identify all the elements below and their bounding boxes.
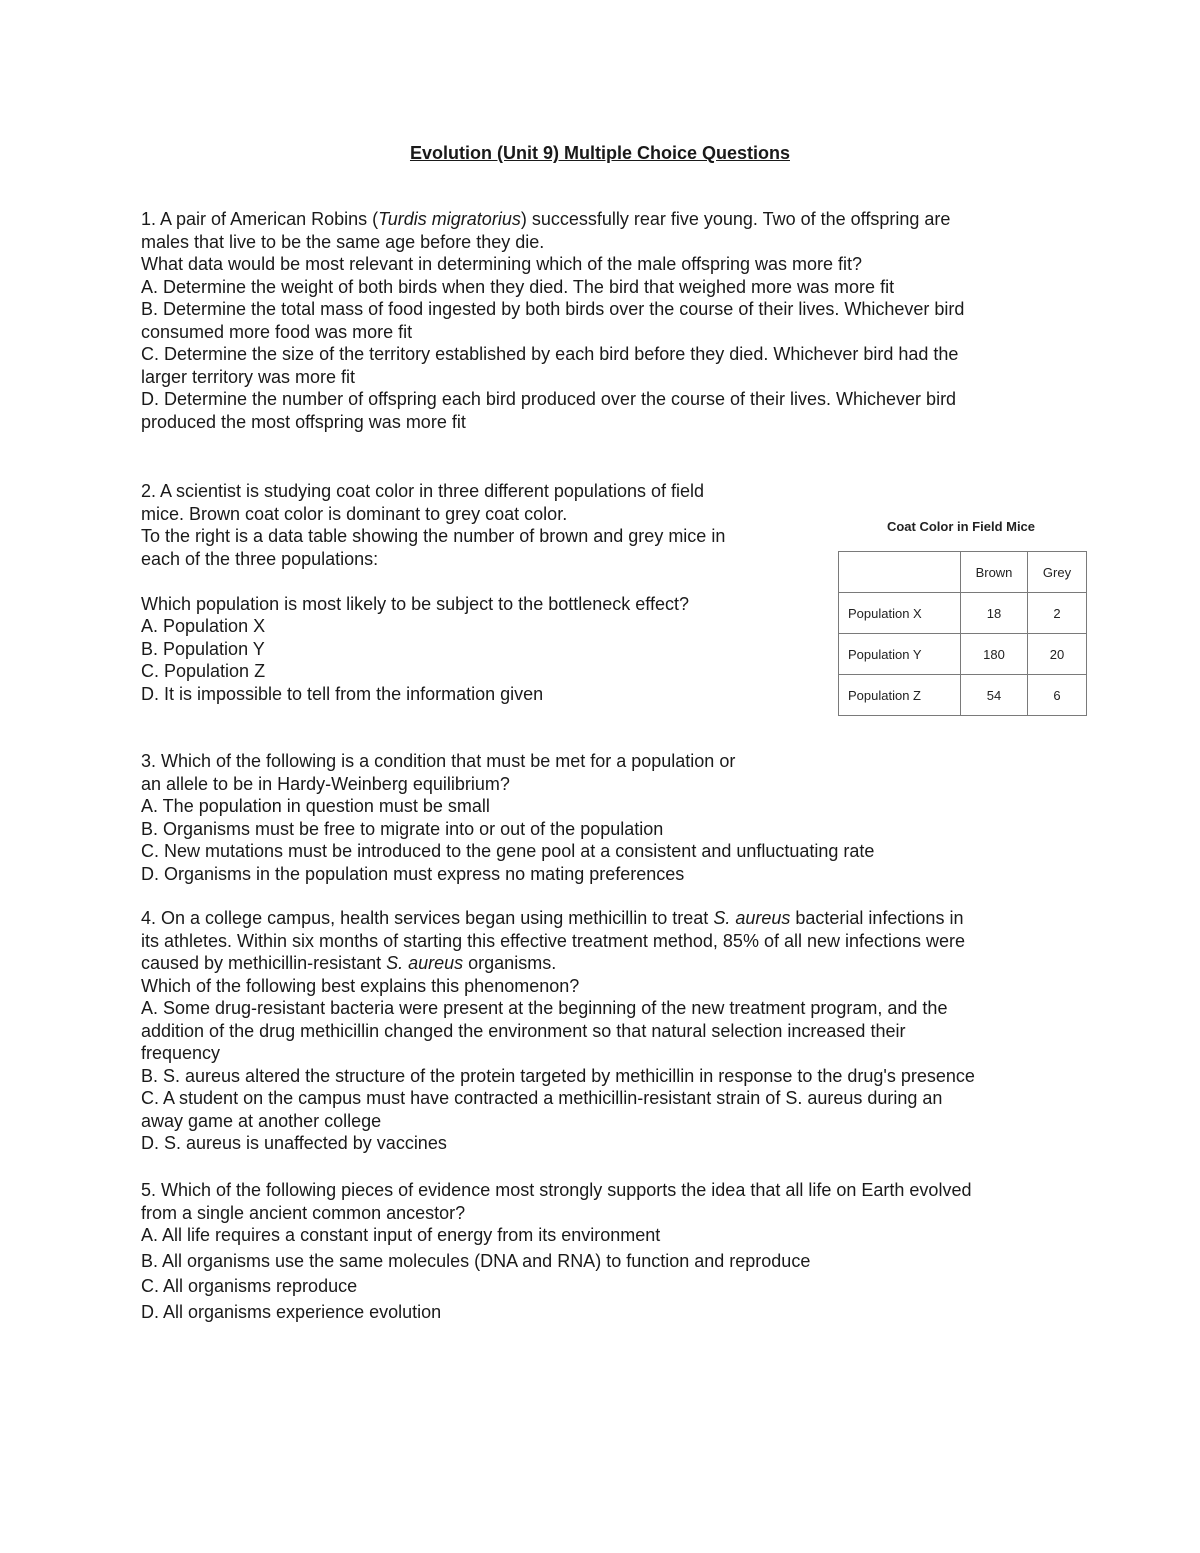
question-2 bbox=[141, 480, 831, 705]
spacer bbox=[141, 570, 831, 593]
table-header-cell bbox=[839, 552, 961, 593]
question-3 bbox=[141, 750, 1051, 885]
q4-stem-line-1: 4. On a college campus, health services began using methicillin to treat S. aureus bacterial infections in bbox=[141, 908, 964, 928]
table-cell: Population Z bbox=[839, 675, 961, 716]
q3-option-a: A. The population in question must be small bbox=[141, 796, 490, 816]
question-5 bbox=[141, 1179, 1061, 1326]
q1-option-c-line-1: C. Determine the size of the territory established by each bird before they died. Whichever bird had the bbox=[141, 344, 959, 364]
table-row bbox=[839, 593, 1087, 634]
q4-species-name: S. aureus bbox=[386, 953, 464, 973]
q5-option-c: C. All organisms reproduce bbox=[141, 1276, 358, 1296]
q1-option-d-line-2: produced the most offspring was more fit bbox=[141, 411, 466, 432]
q4-species-name: S. aureus bbox=[713, 908, 791, 928]
table-header-cell: Grey bbox=[1028, 552, 1087, 593]
q4-stem-line-2: its athletes. Within six months of starting this effective treatment method, 85% of all new infections were bbox=[141, 930, 966, 951]
q3-option-c: C. New mutations must be introduced to the gene pool at a consistent and unfluctuating rate bbox=[141, 841, 875, 861]
q2-stem-line-2: mice. Brown coat color is dominant to grey coat color. bbox=[141, 503, 568, 524]
q2-stem-line-4: each of the three populations: bbox=[141, 548, 379, 569]
q5-stem-line-1: 5. Which of the following pieces of evidence most strongly supports the idea that all life on Earth evolved bbox=[141, 1180, 972, 1200]
q4-option-d: D. S. aureus is unaffected by vaccines bbox=[141, 1133, 447, 1153]
q4-option-a-line-2: addition of the drug methicillin changed the environment so that natural selection increased their bbox=[141, 1020, 906, 1041]
table-cell: Population Y bbox=[839, 634, 961, 675]
table-header-cell: Brown bbox=[961, 552, 1028, 593]
table-cell: 2 bbox=[1028, 593, 1087, 634]
q1-option-c-line-2: larger territory was more fit bbox=[141, 366, 356, 387]
q4-option-b: B. S. aureus altered the structure of the protein targeted by methicillin in response to the drug's presence bbox=[141, 1065, 975, 1086]
q3-option-d: D. Organisms in the population must express no mating preferences bbox=[141, 863, 685, 884]
coat-color-table bbox=[838, 551, 1087, 716]
q4-option-a-line-1: A. Some drug-resistant bacteria were present at the beginning of the new treatment program, and the bbox=[141, 998, 948, 1018]
q5-option-a: A. All life requires a constant input of energy from its environment bbox=[141, 1225, 661, 1245]
q1-option-b-line-1: B. Determine the total mass of food ingested by both birds over the course of their lives. Whichever bird bbox=[141, 299, 965, 319]
q2-option-a: A. Population X bbox=[141, 616, 266, 636]
q1-option-a: A. Determine the weight of both birds when they died. The bird that weighed more was more fit bbox=[141, 276, 895, 297]
q4-stem-line-3: caused by methicillin-resistant S. aureus organisms. bbox=[141, 953, 557, 973]
q1-stem-line-2: males that live to be the same age before they die. bbox=[141, 231, 545, 252]
table-cell: 180 bbox=[961, 634, 1028, 675]
q5-stem-line-2: from a single ancient common ancestor? bbox=[141, 1202, 466, 1223]
q2-option-c: C. Population Z bbox=[141, 661, 266, 681]
table-cell: 54 bbox=[961, 675, 1028, 716]
table-row bbox=[839, 634, 1087, 675]
q1-question: What data would be most relevant in determining which of the male offspring was more fit? bbox=[141, 254, 863, 274]
table-cell: 6 bbox=[1028, 675, 1087, 716]
table-cell: Population X bbox=[839, 593, 961, 634]
question-4 bbox=[141, 907, 1061, 1155]
q1-option-b-line-2: consumed more food was more fit bbox=[141, 321, 413, 342]
q1-stem-line-1: 1. A pair of American Robins (Turdis migratorius) successfully rear five young. Two of the offspring are bbox=[141, 209, 951, 229]
table-title: Coat Color in Field Mice bbox=[886, 519, 1036, 534]
q3-stem-line-1: 3. Which of the following is a condition that must be met for a population or bbox=[141, 751, 736, 771]
table-cell: 18 bbox=[961, 593, 1028, 634]
q3-option-b: B. Organisms must be free to migrate into or out of the population bbox=[141, 818, 664, 839]
q5-option-d: D. All organisms experience evolution bbox=[141, 1301, 442, 1322]
q3-stem-line-2: an allele to be in Hardy-Weinberg equilibrium? bbox=[141, 773, 510, 794]
q2-option-b: B. Population Y bbox=[141, 638, 265, 659]
q4-option-c-line-1: C. A student on the campus must have contracted a methicillin-resistant strain of S. aureus during an bbox=[141, 1088, 943, 1108]
table-cell: 20 bbox=[1028, 634, 1087, 675]
q2-option-d: D. It is impossible to tell from the information given bbox=[141, 683, 544, 704]
q1-option-d-line-1: D. Determine the number of offspring each bird produced over the course of their lives. Whichever bird bbox=[141, 389, 957, 409]
question-1 bbox=[141, 208, 1051, 433]
q4-question: Which of the following best explains this phenomenon? bbox=[141, 975, 580, 996]
table-row bbox=[839, 675, 1087, 716]
q2-stem-line-3: To the right is a data table showing the number of brown and grey mice in bbox=[141, 526, 726, 546]
q2-stem-line-1: 2. A scientist is studying coat color in three different populations of field bbox=[141, 481, 705, 501]
q4-option-a-line-3: frequency bbox=[141, 1043, 221, 1063]
q4-option-c-line-2: away game at another college bbox=[141, 1110, 382, 1131]
q5-option-b: B. All organisms use the same molecules (DNA and RNA) to function and reproduce bbox=[141, 1250, 811, 1271]
q2-question: Which population is most likely to be subject to the bottleneck effect? bbox=[141, 593, 689, 614]
page-title: Evolution (Unit 9) Multiple Choice Questions bbox=[409, 143, 790, 163]
q1-species-name: Turdis migratorius bbox=[378, 209, 521, 229]
table-header-row bbox=[839, 552, 1087, 593]
